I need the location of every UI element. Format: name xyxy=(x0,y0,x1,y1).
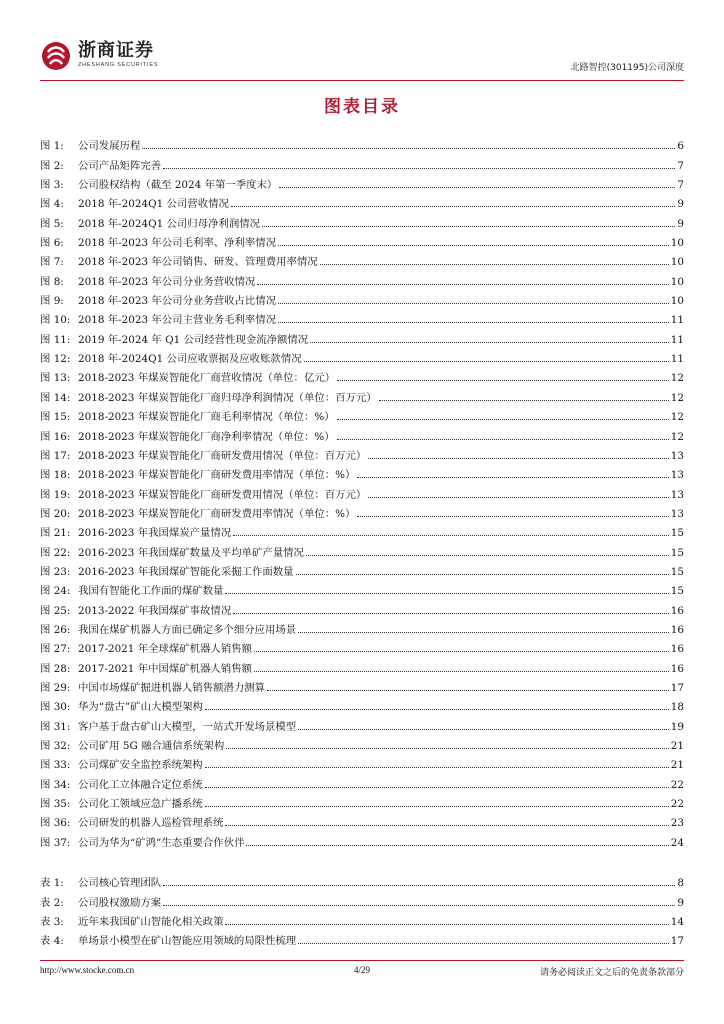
figure-entry-page: 9 xyxy=(677,198,684,211)
figure-entry-page: 7 xyxy=(677,159,684,172)
figure-entry-page: 22 xyxy=(670,778,684,791)
page-footer xyxy=(40,965,684,979)
figure-entry-leader xyxy=(279,187,675,188)
figure-entry-label: 图 29: xyxy=(40,681,71,694)
figure-entry-page: 12 xyxy=(670,372,684,385)
table-entry-label: 表 1: xyxy=(40,877,64,890)
figure-entry-title: 公司为华为“矿鸿”生态重要合作伙伴 xyxy=(78,836,245,849)
table-entry[interactable] xyxy=(40,870,684,889)
figure-entry[interactable] xyxy=(40,481,684,500)
figure-entry-label: 图 2: xyxy=(40,159,64,172)
figure-entry-leader xyxy=(368,458,668,459)
figure-entry-title: 公司化工立体融合定位系统 xyxy=(78,778,203,791)
figure-entry-title: 我国有智能化工作面的煤矿数量 xyxy=(78,585,224,598)
figure-entry-label: 图 24: xyxy=(40,585,71,598)
figure-entry-leader xyxy=(225,825,668,826)
figure-entry-title: 2019 年-2024 年 Q1 公司经营性现金流净额情况 xyxy=(78,333,309,346)
table-entry[interactable] xyxy=(40,909,684,928)
figure-entry[interactable] xyxy=(40,675,684,694)
figure-entry-page: 10 xyxy=(670,256,684,269)
figure-entry-title: 2018 年-2024Q1 公司应收票据及应收账款情况 xyxy=(78,353,302,366)
figure-entry-label: 图 14: xyxy=(40,391,71,404)
figure-entry-label: 图 25: xyxy=(40,604,71,617)
figure-entry-title: 2016-2023 年我国煤矿数量及平均单矿产量情况 xyxy=(78,546,304,559)
figure-entry-label: 图 7: xyxy=(40,256,64,269)
figure-entry[interactable] xyxy=(40,249,684,268)
figure-entry-label: 图 33: xyxy=(40,759,71,772)
figure-entry-leader xyxy=(298,729,669,730)
figure-entry-label: 图 30: xyxy=(40,701,71,714)
table-entry-title: 公司核心管理团队 xyxy=(78,877,162,890)
footer-url-link[interactable]: http://www.stocke.com.cn xyxy=(40,965,135,975)
figure-entry[interactable] xyxy=(40,713,684,732)
figure-entry[interactable] xyxy=(40,462,684,481)
figure-entry-page: 11 xyxy=(670,353,684,366)
figure-entry[interactable] xyxy=(40,307,684,326)
figure-entry[interactable] xyxy=(40,210,684,229)
figure-entry-page: 15 xyxy=(670,585,684,598)
figure-entry-label: 图 28: xyxy=(40,662,71,675)
figure-entry-page: 21 xyxy=(670,740,684,752)
figure-entry-label: 图 26: xyxy=(40,623,71,636)
page-number: 4/29 xyxy=(353,965,370,975)
figure-entry-label: 图 6: xyxy=(40,237,64,250)
figure-entry-label: 图 22: xyxy=(40,546,71,559)
figure-entry-label: 图 27: xyxy=(40,643,71,656)
figure-entry-title: 2017-2021 年全球煤矿机器人销售额 xyxy=(78,643,252,656)
figure-entry[interactable] xyxy=(40,172,684,191)
figure-entry-title: 2018 年-2023 年公司分业务营收占比情况 xyxy=(78,295,277,308)
figure-entry-page: 23 xyxy=(670,817,684,830)
figure-entry-leader xyxy=(233,613,669,614)
figure-entry-page: 13 xyxy=(670,488,684,501)
table-entry-page: 17 xyxy=(670,935,684,948)
figure-entry-leader xyxy=(357,516,668,517)
figure-entry[interactable] xyxy=(40,771,684,790)
figure-entry-leader xyxy=(205,709,669,710)
table-entry-title: 近年来我国矿山智能化相关政策 xyxy=(78,916,224,929)
footer-disclaimer: 请务必阅读正文之后的免责条款部分 xyxy=(539,968,684,978)
figure-entry-leader xyxy=(226,748,669,749)
figure-entry-leader xyxy=(310,342,669,343)
figure-entry[interactable] xyxy=(40,617,684,636)
table-entry-label: 表 4: xyxy=(40,935,64,948)
figure-entry-leader xyxy=(225,593,668,594)
figure-entry-label: 图 16: xyxy=(40,430,71,443)
report-label: 北路智控(301195)公司深度 xyxy=(570,63,684,73)
page-title: 图表目录 xyxy=(324,97,400,117)
figure-entry-leader xyxy=(254,651,669,652)
figure-entry-label: 图 19: xyxy=(40,488,71,501)
figure-entry-leader xyxy=(246,845,668,846)
figure-entry-leader xyxy=(296,574,669,575)
figure-entry-page: 15 xyxy=(670,546,684,559)
figure-entry-label: 图 11: xyxy=(40,333,71,346)
figure-entry-title: 2018-2023 年煤炭智能化厂商研发费用率情况（单位：%） xyxy=(78,507,356,520)
table-entry-leader xyxy=(225,924,668,925)
brand-logo-icon xyxy=(40,40,72,72)
figure-entry-title: 中国市场煤矿掘进机器人销售额潜力测算 xyxy=(78,681,266,694)
figure-entry-leader xyxy=(278,322,669,323)
figure-entry-page: 12 xyxy=(670,391,684,404)
figure-entry-leader xyxy=(267,690,669,691)
figure-entry-page: 21 xyxy=(670,759,684,772)
figure-entry-page: 10 xyxy=(670,275,684,288)
figure-entry-page: 16 xyxy=(670,623,684,636)
figure-entry-title: 2018-2023 年煤炭智能化厂商研发费用情况（单位：百万元） xyxy=(78,449,367,462)
figure-entry-title: 公司煤矿安全监控系统架构 xyxy=(78,759,203,772)
figure-entry-page: 12 xyxy=(670,430,684,443)
figure-entry-title: 2018-2023 年煤炭智能化厂商净利率情况（单位：%） xyxy=(78,430,335,443)
figure-entry-leader xyxy=(379,400,669,401)
figure-entry-label: 图 1: xyxy=(40,140,64,153)
figure-entry[interactable] xyxy=(40,752,684,771)
figure-entry-leader xyxy=(337,439,669,440)
figure-entry-page: 18 xyxy=(670,701,684,714)
brand-logo xyxy=(40,40,158,72)
figure-entry-title: 2016-2023 年我国煤炭产量情况 xyxy=(78,527,232,540)
figure-entry-page: 11 xyxy=(670,314,684,327)
table-entry-title: 公司股权激励方案 xyxy=(78,896,162,909)
figure-entry-leader xyxy=(357,477,668,478)
figure-entry-leader xyxy=(205,787,669,788)
figure-entry-label: 图 23: xyxy=(40,565,71,578)
figure-entry-label: 图 12: xyxy=(40,353,71,366)
figure-entry-title: 2018 年-2024Q1 公司归母净利润情况 xyxy=(78,217,261,230)
figure-entry-label: 图 4: xyxy=(40,198,64,211)
figure-entry-title: 公司研发的机器人巡检管理系统 xyxy=(78,817,224,830)
figure-entry-label: 图 32: xyxy=(40,740,71,752)
figure-entry-title: 华为“盘古”矿山大模型架构 xyxy=(78,701,203,714)
figure-entry-label: 图 13: xyxy=(40,372,71,385)
figure-entry-label: 图 5: xyxy=(40,217,64,230)
figure-entry-title: 2018 年-2024Q1 公司营收情况 xyxy=(78,198,229,211)
figure-entry-title: 公司矿用 5G 融合通信系统架构 xyxy=(78,740,225,752)
figure-entry[interactable] xyxy=(40,733,684,752)
figure-entry-page: 24 xyxy=(670,836,684,849)
page-header xyxy=(40,40,684,78)
figure-entry-title: 2018-2023 年煤炭智能化厂商归母净利润情况（单位：百万元） xyxy=(78,391,377,404)
figure-entry-leader xyxy=(337,380,669,381)
figure-entry-page: 12 xyxy=(670,411,684,424)
table-entry-leader xyxy=(163,905,675,906)
figure-entry-leader xyxy=(163,168,675,169)
figure-entry-label: 图 8: xyxy=(40,275,64,288)
figure-entry-page: 10 xyxy=(670,237,684,250)
figure-entry-page: 16 xyxy=(670,662,684,675)
figure-entry-title: 2018 年-2023 年公司分业务营收情况 xyxy=(78,275,256,288)
figure-entry-page: 6 xyxy=(677,140,684,153)
table-entry-page: 8 xyxy=(677,877,684,890)
header-divider xyxy=(40,80,684,81)
figure-entry-label: 图 37: xyxy=(40,836,71,849)
figure-entry[interactable] xyxy=(40,191,684,210)
figure-entry-page: 16 xyxy=(670,604,684,617)
figure-entry-title: 公司股权结构（截至 2024 年第一季度末） xyxy=(78,179,278,192)
figure-entry[interactable] xyxy=(40,443,684,462)
figure-entry[interactable] xyxy=(40,810,684,829)
figure-entry[interactable] xyxy=(40,384,684,403)
figure-entry-page: 10 xyxy=(670,295,684,308)
figure-entry-label: 图 9: xyxy=(40,295,64,308)
brand-name-cn: 浙商证券 xyxy=(78,40,154,61)
figure-entry-leader xyxy=(278,245,669,246)
figure-entry-title: 2018 年-2023 年公司销售、研发、管理费用率情况 xyxy=(78,256,318,269)
figure-entry-label: 图 21: xyxy=(40,527,71,540)
figure-entry-title: 我国在煤矿机器人方面已确定多个细分应用场景 xyxy=(78,623,297,636)
brand-name-en: ZHESHANG SECURITIES xyxy=(78,62,159,68)
figure-entry-leader xyxy=(205,806,669,807)
figure-entry[interactable] xyxy=(40,365,684,384)
figure-entry[interactable] xyxy=(40,655,684,674)
figure-entry[interactable] xyxy=(40,346,684,365)
figure-entry-leader xyxy=(306,555,669,556)
figure-entry-page: 13 xyxy=(670,449,684,462)
figure-entry-page: 17 xyxy=(670,681,684,694)
figure-entry-leader xyxy=(257,284,668,285)
figure-entry-title: 2017-2021 年中国煤矿机器人销售额 xyxy=(78,662,252,675)
figure-entry[interactable] xyxy=(40,152,684,171)
figure-entry[interactable] xyxy=(40,539,684,558)
figure-entry-leader xyxy=(298,632,669,633)
figure-entry[interactable] xyxy=(40,288,684,307)
figure-entry-leader xyxy=(278,303,669,304)
figure-entry[interactable] xyxy=(40,520,684,539)
figure-entry-leader xyxy=(254,671,669,672)
figure-entry-page: 11 xyxy=(670,333,684,346)
figure-entry[interactable] xyxy=(40,578,684,597)
figure-entry[interactable] xyxy=(40,559,684,578)
table-list xyxy=(40,870,684,947)
figure-entry-page: 15 xyxy=(670,527,684,540)
figure-entry-leader xyxy=(262,226,675,227)
table-entry-leader xyxy=(163,885,675,886)
figure-entry-label: 图 10: xyxy=(40,314,71,327)
figure-entry[interactable] xyxy=(40,268,684,287)
figure-entry-title: 2016-2023 年我国煤矿智能化采掘工作面数量 xyxy=(78,565,294,578)
figure-entry[interactable] xyxy=(40,326,684,345)
figure-list xyxy=(40,133,684,849)
table-entry-page: 9 xyxy=(677,896,684,909)
figure-entry-title: 2018-2023 年煤炭智能化厂商研发费用情况（单位：百万元） xyxy=(78,488,367,501)
table-entry-leader xyxy=(298,943,669,944)
figure-entry-title: 2018-2023 年煤炭智能化厂商营收情况（单位：亿元） xyxy=(78,372,336,385)
figure-entry[interactable] xyxy=(40,133,684,152)
figure-entry[interactable] xyxy=(40,636,684,655)
table-entry-title: 单场景小模型在矿山智能应用领域的局限性梳理 xyxy=(78,935,297,948)
figure-entry-page: 13 xyxy=(670,507,684,520)
figure-entry-page: 16 xyxy=(670,643,684,656)
table-entry[interactable] xyxy=(40,928,684,947)
figure-entry-label: 图 18: xyxy=(40,469,71,482)
figure-entry-leader xyxy=(205,767,669,768)
figure-entry-title: 2018-2023 年煤炭智能化厂商研发费用率情况（单位：%） xyxy=(78,469,356,482)
table-entry[interactable] xyxy=(40,889,684,908)
figure-entry-page: 19 xyxy=(670,720,684,733)
figure-entry-label: 图 34: xyxy=(40,778,71,791)
table-entry-label: 表 3: xyxy=(40,916,64,929)
figure-entry-page: 15 xyxy=(670,565,684,578)
table-entry-label: 表 2: xyxy=(40,896,64,909)
figure-entry-leader xyxy=(368,497,668,498)
figure-entry-title: 客户基于盘古矿山大模型，一站式开发场景模型 xyxy=(78,720,297,733)
figure-entry[interactable] xyxy=(40,597,684,616)
figure-entry[interactable] xyxy=(40,404,684,423)
figure-entry-leader xyxy=(337,419,669,420)
figure-entry-title: 公司发展历程 xyxy=(78,140,141,153)
figure-entry[interactable] xyxy=(40,829,684,848)
figure-entry[interactable] xyxy=(40,423,684,442)
figure-entry-title: 2018 年-2023 年公司主营业务毛利率情况 xyxy=(78,314,277,327)
figure-entry-label: 图 35: xyxy=(40,798,71,811)
figure-entry-leader xyxy=(142,148,675,149)
figure-entry-label: 图 3: xyxy=(40,179,64,192)
figure-entry-title: 2018 年-2023 年公司毛利率、净利率情况 xyxy=(78,237,277,250)
figure-entry-title: 2018-2023 年煤炭智能化厂商毛利率情况（单位：%） xyxy=(78,411,335,424)
figure-entry-label: 图 15: xyxy=(40,411,71,424)
footer-divider xyxy=(40,960,684,961)
figure-entry-leader xyxy=(320,264,669,265)
figure-entry[interactable] xyxy=(40,791,684,810)
figure-entry[interactable] xyxy=(40,501,684,520)
figure-entry-page: 9 xyxy=(677,217,684,230)
figure-entry-title: 2013-2022 年我国煤矿事故情况 xyxy=(78,604,232,617)
figure-entry-title: 公司化工领域应急广播系统 xyxy=(78,798,203,811)
figure-entry[interactable] xyxy=(40,694,684,713)
figure-entry-label: 图 36: xyxy=(40,817,71,830)
figure-entry-leader xyxy=(304,361,669,362)
figure-entry-leader xyxy=(231,206,676,207)
figure-entry-label: 图 31: xyxy=(40,720,71,733)
figure-entry-title: 公司产品矩阵完善 xyxy=(78,159,162,172)
figure-entry-page: 7 xyxy=(677,179,684,192)
figure-entry-label: 图 20: xyxy=(40,507,71,520)
figure-entry[interactable] xyxy=(40,230,684,249)
figure-entry-page: 22 xyxy=(670,798,684,811)
figure-entry-leader xyxy=(233,535,669,536)
figure-entry-page: 13 xyxy=(670,469,684,482)
table-entry-page: 14 xyxy=(670,916,684,929)
figure-entry-label: 图 17: xyxy=(40,449,71,462)
